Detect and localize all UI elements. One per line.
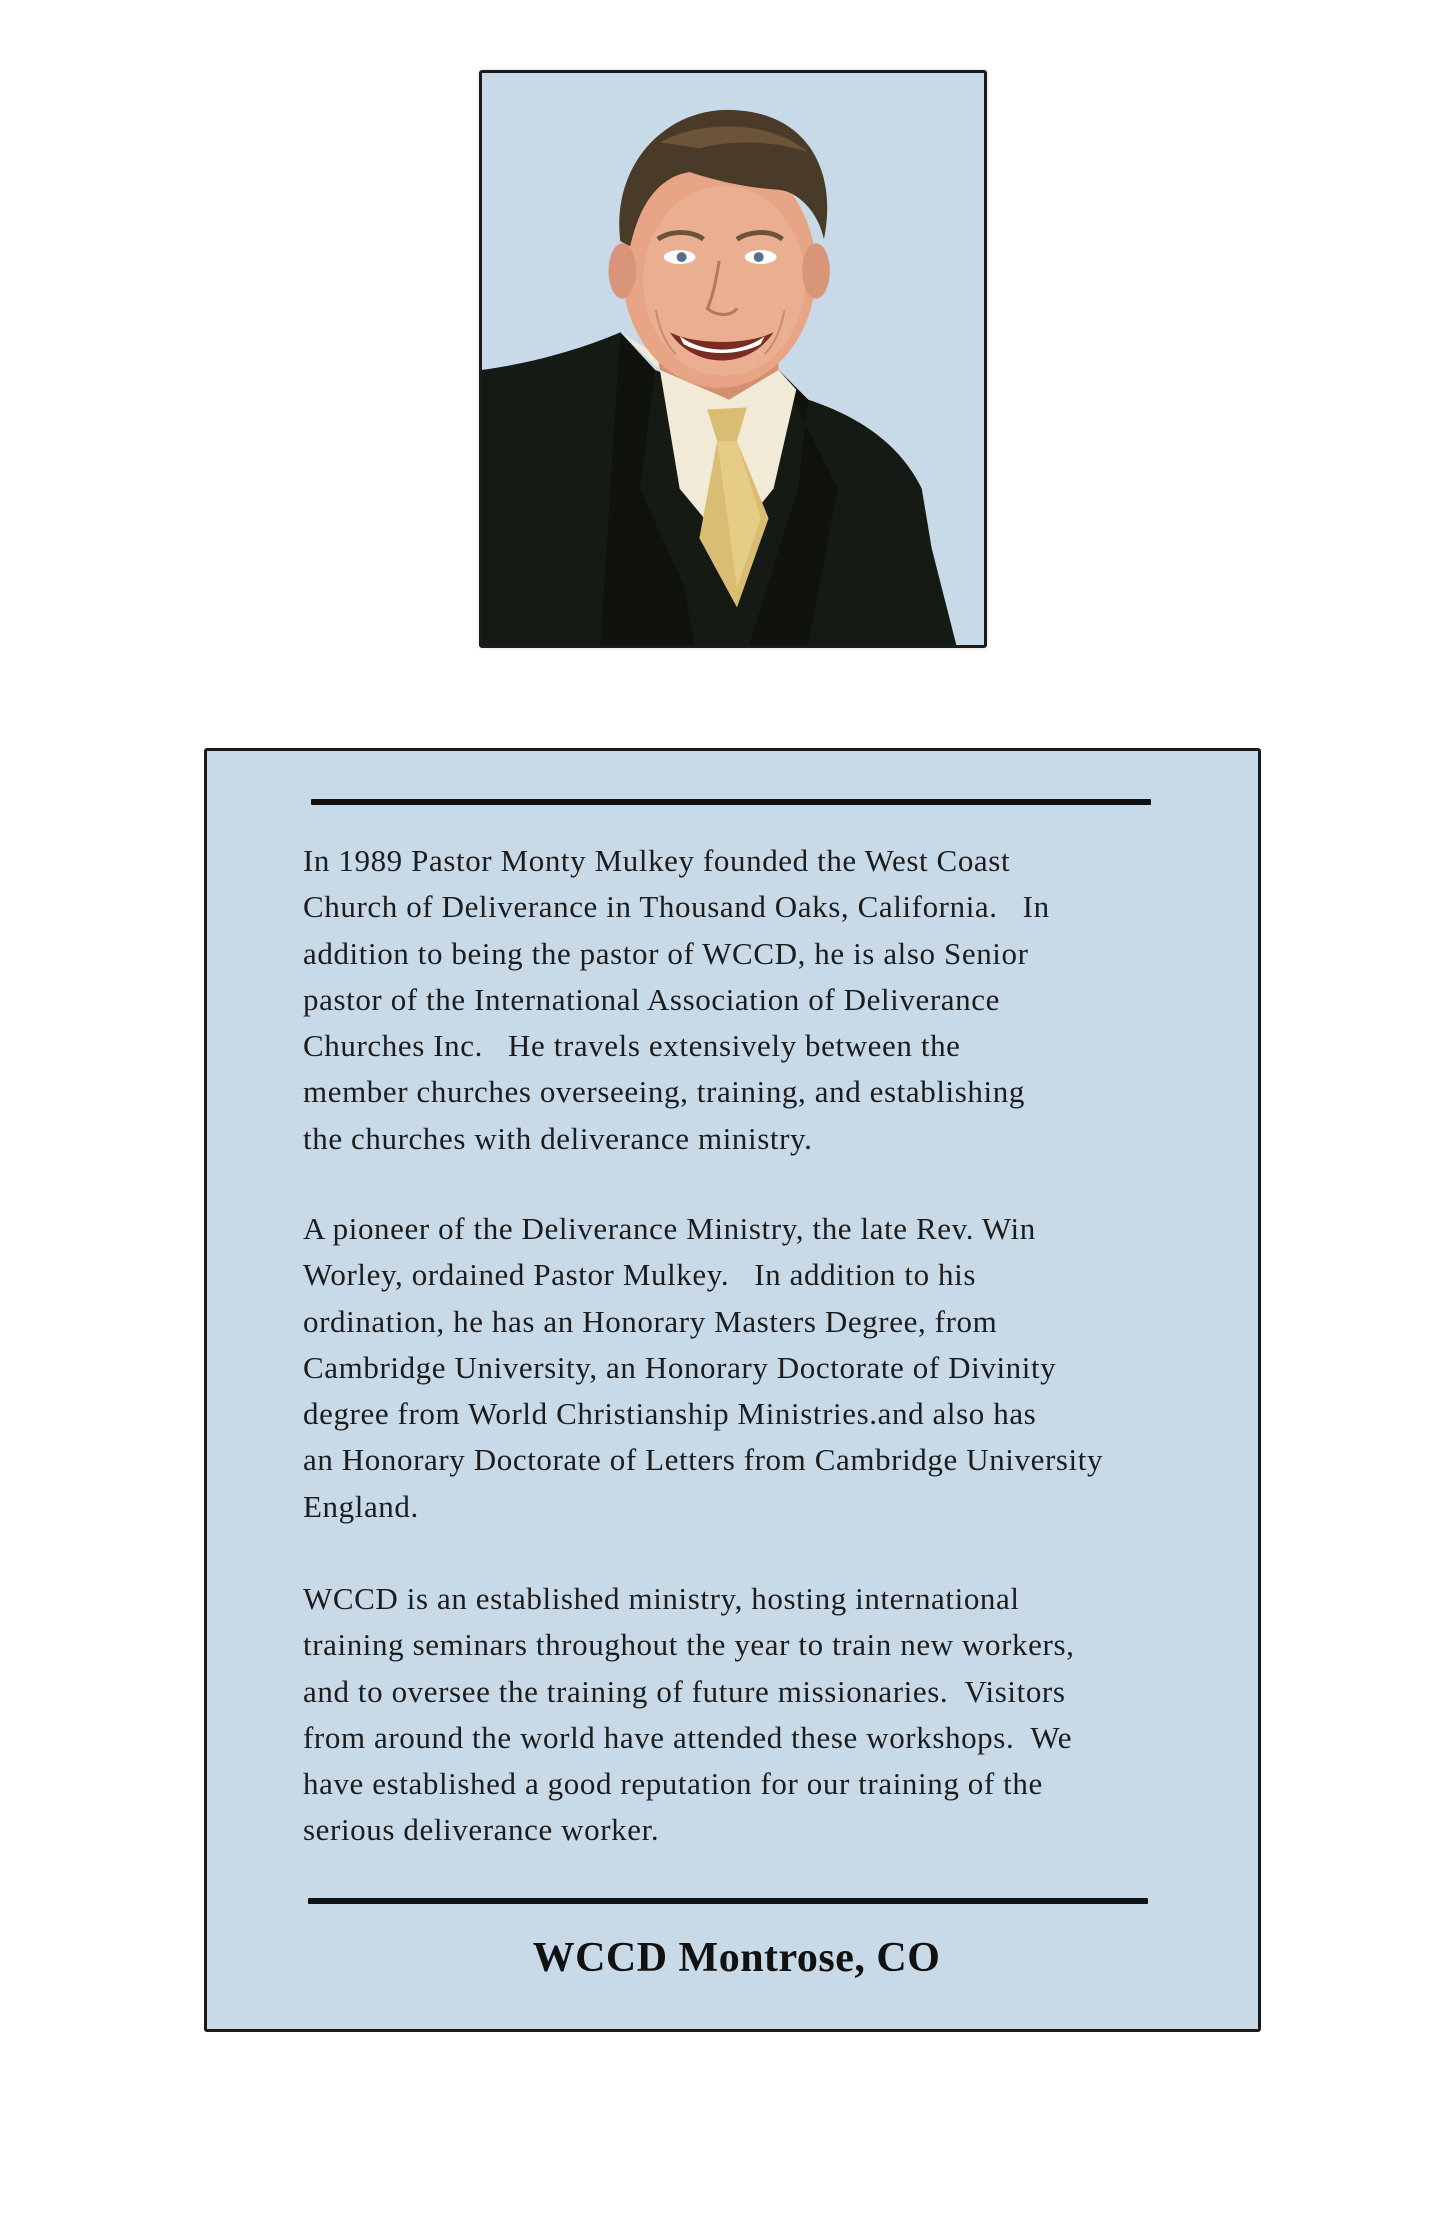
- bio-line: Church of Deliverance in Thousand Oaks, California. In: [303, 889, 1050, 925]
- bio-line: A pioneer of the Deliverance Ministry, the late Rev. Win: [303, 1211, 1036, 1246]
- bio-paragraph-ministry: [303, 1576, 1183, 1854]
- bio-line: ordination, he has an Honorary Masters Degree, from: [303, 1303, 998, 1339]
- bio-paragraph-ordination: [303, 1206, 1183, 1530]
- bottom-divider: [308, 1898, 1148, 1904]
- portrait-illustration: [482, 73, 984, 645]
- portrait-photo: [479, 70, 987, 648]
- top-divider: [311, 799, 1151, 805]
- bio-paragraph-founding: [303, 838, 1183, 1162]
- bio-line: degree from World Christianship Ministries.and also has: [303, 1396, 1037, 1432]
- bio-line: Cambridge University, an Honorary Doctorate of Divinity: [303, 1349, 1057, 1385]
- bio-line: an Honorary Doctorate of Letters from Cambridge University: [303, 1442, 1104, 1478]
- bio-line: In 1989 Pastor Monty Mulkey founded the West Coast: [303, 843, 1011, 878]
- bio-panel: [204, 748, 1261, 2032]
- bio-line: serious deliverance worker.: [303, 1812, 660, 1848]
- bio-line: training seminars throughout the year to train new workers,: [303, 1627, 1075, 1663]
- bio-line: Worley, ordained Pastor Mulkey. In addition to his: [303, 1257, 976, 1293]
- bio-line: WCCD is an established ministry, hosting international: [303, 1581, 1020, 1616]
- bio-line: have established a good reputation for our training of the: [303, 1766, 1043, 1802]
- bio-line: England.: [303, 1488, 419, 1524]
- bio-line: the churches with deliverance ministry.: [303, 1120, 813, 1156]
- bio-line: member churches overseeing, training, and establishing: [303, 1074, 1025, 1110]
- bio-line: Churches Inc. He travels extensively between the: [303, 1028, 961, 1064]
- bio-line: addition to being the pastor of WCCD, he is also Senior: [303, 935, 1029, 971]
- bio-line: from around the world have attended these workshops. We: [303, 1719, 1073, 1755]
- bio-line: and to oversee the training of future missionaries. Visitors: [303, 1673, 1066, 1709]
- footer-title: WCCD Montrose, CO: [532, 1935, 941, 1981]
- bio-line: pastor of the International Association of Deliverance: [303, 981, 1000, 1017]
